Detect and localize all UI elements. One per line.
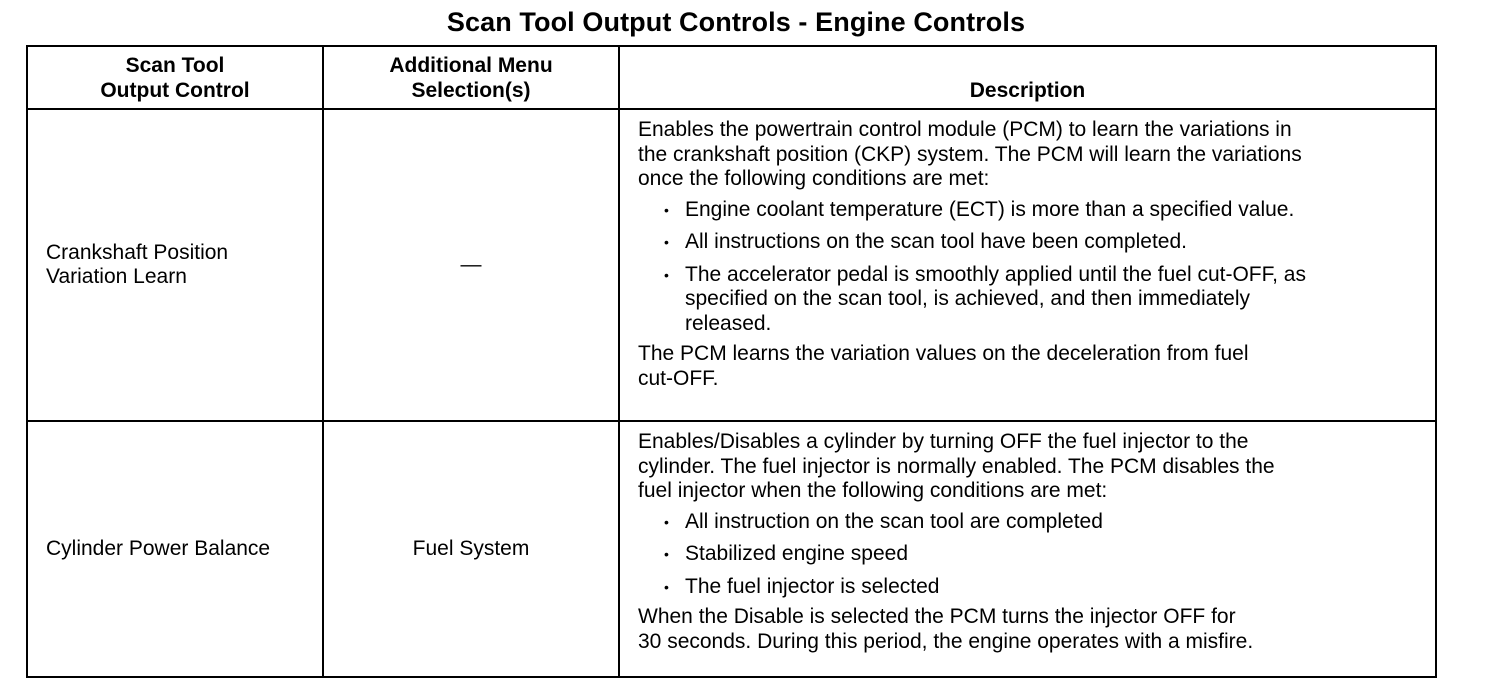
header-additional-menu xyxy=(323,46,619,109)
list-item-line: All instruction on the scan tool are completed xyxy=(685,509,1103,533)
header-output-control-line1: Scan Tool xyxy=(125,54,225,77)
output-controls-table xyxy=(26,45,1437,678)
output-control-cell xyxy=(27,421,323,677)
header-description-label: Description xyxy=(969,78,1086,102)
description-cell xyxy=(619,421,1436,677)
description-line: once the following conditions are met: xyxy=(638,167,990,190)
list-item-line: The fuel injector is selected xyxy=(685,574,940,598)
list-item xyxy=(664,575,1423,600)
additional-menu-cell xyxy=(323,421,619,677)
additional-menu-cell xyxy=(323,109,619,421)
description-line: Enables/Disables a cylinder by turning OFF the fuel injector to the xyxy=(638,430,1249,453)
description-line: When the Disable is selected the PCM turns the injector OFF for xyxy=(638,605,1236,628)
list-item xyxy=(664,510,1423,535)
header-additional-menu-line1: Additional Menu xyxy=(389,54,553,77)
table-body xyxy=(27,109,1436,677)
list-item-line: specified on the scan tool, is achieved, and then immediately xyxy=(685,287,1251,310)
list-item-line: All instructions on the scan tool have been completed. xyxy=(685,230,1187,253)
table-header xyxy=(27,46,1436,109)
bullet-icon: • xyxy=(664,201,669,218)
description-cell xyxy=(619,109,1436,421)
list-item xyxy=(664,263,1423,337)
list-item xyxy=(664,198,1423,223)
list-item xyxy=(664,542,1423,567)
list-item-line: Engine coolant temperature (ECT) is more than a specified value. xyxy=(685,197,1295,221)
output-control-line: Variation Learn xyxy=(46,265,187,288)
table-row xyxy=(27,421,1436,677)
description-line: cylinder. The fuel injector is normally enabled. The PCM disables the xyxy=(638,454,1275,478)
conditions-list xyxy=(638,198,1423,337)
description-intro xyxy=(638,118,1423,192)
table-row xyxy=(27,109,1436,421)
header-output-control-line2: Output Control xyxy=(100,78,250,102)
description-intro xyxy=(638,430,1423,504)
bullet-icon: • xyxy=(664,266,669,283)
description-line: the crankshaft position (CKP) system. The PCM will learn the variations xyxy=(638,142,1302,166)
additional-menu-value: — xyxy=(460,252,482,276)
header-additional-menu-line2: Selection(s) xyxy=(411,78,531,102)
bullet-icon: • xyxy=(664,234,669,250)
description-line: 30 seconds. During this period, the engine operates with a misfire. xyxy=(638,629,1254,653)
list-item-line: Stabilized engine speed xyxy=(685,542,909,565)
conditions-list xyxy=(638,510,1423,600)
page-title: Scan Tool Output Controls - Engine Controls xyxy=(446,7,1026,37)
list-item xyxy=(664,230,1423,255)
header-output-control xyxy=(27,46,323,109)
header-description xyxy=(619,46,1436,109)
bullet-icon: • xyxy=(664,513,669,530)
output-control-cell xyxy=(27,109,323,421)
bullet-icon: • xyxy=(664,578,669,595)
description-line: fuel injector when the following conditions are met: xyxy=(638,479,1108,502)
output-control-line: Cylinder Power Balance xyxy=(46,536,271,560)
list-item-line: released. xyxy=(685,311,772,335)
output-control-line: Crankshaft Position xyxy=(46,240,229,264)
description-line: The PCM learns the variation values on the deceleration from fuel xyxy=(638,342,1249,365)
header-row xyxy=(27,46,1436,109)
description-outro xyxy=(638,605,1423,654)
list-item-line: The accelerator pedal is smoothly applied until the fuel cut-OFF, as xyxy=(685,262,1306,286)
additional-menu-value: Fuel System xyxy=(412,536,530,560)
description-line: cut-OFF. xyxy=(638,366,719,390)
description-outro xyxy=(638,342,1423,391)
bullet-icon: • xyxy=(664,546,669,562)
description-line: Enables the powertrain control module (PCM) to learn the variations in xyxy=(638,118,1292,141)
